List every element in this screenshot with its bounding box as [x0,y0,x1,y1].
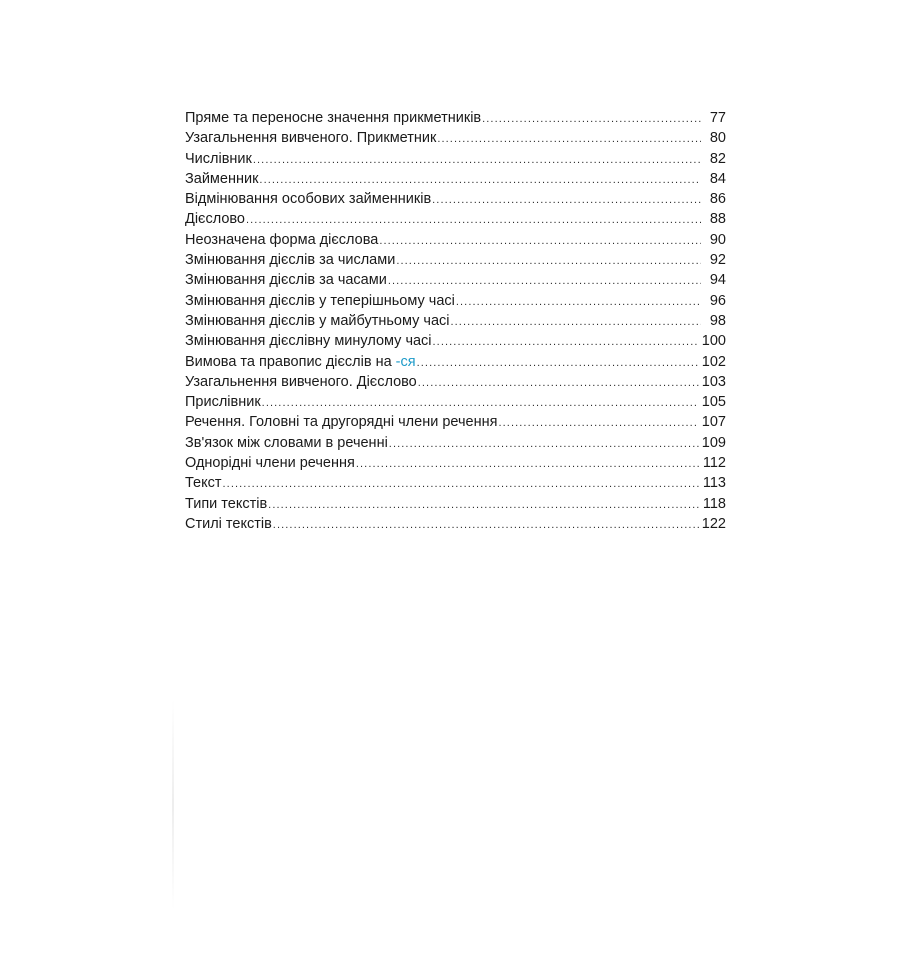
toc-entry [185,494,726,514]
toc-dot-leader [259,170,701,189]
toc-entry [185,352,726,372]
toc-page-number: 109 [701,434,726,451]
toc-entry-title-text: Узагальнення вивченого. Прикметник [185,130,437,147]
toc-entry [185,291,726,311]
toc-dot-leader [246,210,701,229]
toc-dot-leader [268,495,700,514]
toc-dot-leader [418,373,699,392]
toc-entry [185,250,726,270]
toc-entry [185,433,726,453]
toc-entry [185,230,726,250]
toc-entry [185,372,726,392]
table-of-contents [185,108,726,534]
toc-page-number: 94 [709,272,726,289]
toc-entry-title-text: Змінювання дієслів за числами [185,252,396,269]
toc-dot-leader [432,190,701,209]
toc-entry-title-text: Відмінювання особових займенників [185,191,432,208]
toc-entry [185,453,726,473]
toc-entry [185,473,726,493]
toc-entry-title [185,250,395,270]
toc-entry [185,209,726,229]
toc-entry-title [185,311,450,331]
toc-entry-title [185,128,436,148]
toc-dot-leader [379,231,701,250]
toc-entry-title-text: Стилі текстів [185,515,272,532]
toc-entry-title [185,412,497,432]
toc-entry-title [185,453,355,473]
toc-entry-title [185,372,417,392]
toc-entry [185,128,726,148]
toc-entry-title [185,494,267,514]
toc-page-number: 107 [701,414,726,431]
toc-dot-leader [482,109,701,128]
page-edge-shadow [172,700,174,910]
toc-dot-leader [262,393,699,412]
toc-dot-leader [498,413,698,432]
toc-dot-leader [456,292,701,311]
toc-page-number: 88 [709,211,726,228]
toc-page-number: 112 [702,455,726,472]
toc-entry-title-text: Вимова та правопис дієслів на [185,353,396,370]
toc-entry-title-text: Займенник [185,170,259,187]
toc-entry-title [185,230,378,250]
toc-entry-title [185,149,252,169]
toc-entry-title-text: Неозначена форма дієслова [185,231,379,248]
toc-page-number: 103 [701,373,726,390]
toc-dot-leader [253,150,701,169]
toc-dot-leader [433,332,699,351]
toc-page-number: 92 [709,252,726,269]
toc-dot-leader [273,515,699,534]
toc-page-number: 102 [701,353,726,370]
toc-page-number: 96 [709,292,726,309]
toc-entry [185,514,726,534]
toc-page-number: 113 [702,475,726,492]
toc-entry-title-text: Узагальнення вивченого. Дієслово [185,373,417,390]
toc-entry [185,392,726,412]
toc-page-number: 84 [709,170,726,187]
toc-page-number: 90 [709,231,726,248]
toc-entry-title [185,189,431,209]
toc-dot-leader [437,129,701,148]
toc-page-number: 80 [709,130,726,147]
toc-entry-title-text: Змінювання дієслів у майбутньому часі [185,312,450,329]
toc-entry-title-text: Типи текстів [185,495,268,512]
toc-page-number: 122 [701,515,726,532]
toc-entry [185,169,726,189]
toc-entry [185,189,726,209]
toc-entry-title-text: Речення. Головні та другорядні члени речення [185,414,498,431]
toc-entry [185,108,726,128]
toc-entry-title [185,352,416,372]
toc-dot-leader [356,454,700,473]
toc-dot-leader [417,353,699,372]
toc-dot-leader [223,474,700,493]
toc-page-number: 98 [709,312,726,329]
toc-entry [185,149,726,169]
toc-entry-title [185,169,258,189]
toc-entry-title [185,514,272,534]
toc-entry-highlight-suffix: -ся [395,353,416,370]
toc-entry-title [185,473,222,493]
toc-page-number: 86 [709,191,726,208]
toc-page-number: 100 [701,333,726,350]
toc-entry-title-text: Числівник [185,150,252,167]
toc-entry-title-text: Пряме та переносне значення прикметників [185,110,482,126]
toc-entry-title [185,291,455,311]
toc-entry-title [185,270,387,290]
toc-dot-leader [451,312,702,331]
toc-entry-title-text: Текст [185,475,222,492]
toc-page-number: 105 [701,394,726,411]
toc-entry-title [185,331,432,351]
toc-dot-leader [389,434,699,453]
toc-entry [185,311,726,331]
toc-page-number: 77 [709,110,726,126]
toc-entry-title [185,209,245,229]
toc-entry-title [185,433,388,453]
toc-entry-title-text: Прислівник [185,394,261,411]
toc-page-number: 118 [702,495,726,512]
toc-entry-title-text: Однорідні члени речення [185,455,355,472]
toc-page-number: 82 [709,150,726,167]
toc-entry-title-text: Змінювання дієслів у теперішньому часі [185,292,455,309]
toc-entry-title [185,108,481,128]
toc-dot-leader [396,251,701,270]
toc-entry-title-text: Дієслово [185,211,245,228]
toc-entry-title-text: Змінювання дієслівну минулому часі [185,333,432,350]
toc-entry [185,270,726,290]
toc-entry [185,412,726,432]
toc-entry [185,331,726,351]
toc-entry-title-text: Змінювання дієслів за часами [185,272,387,289]
toc-dot-leader [388,271,701,290]
toc-entry-title-text: Зв'язок між словами в реченні [185,434,388,451]
toc-entry-title [185,392,261,412]
